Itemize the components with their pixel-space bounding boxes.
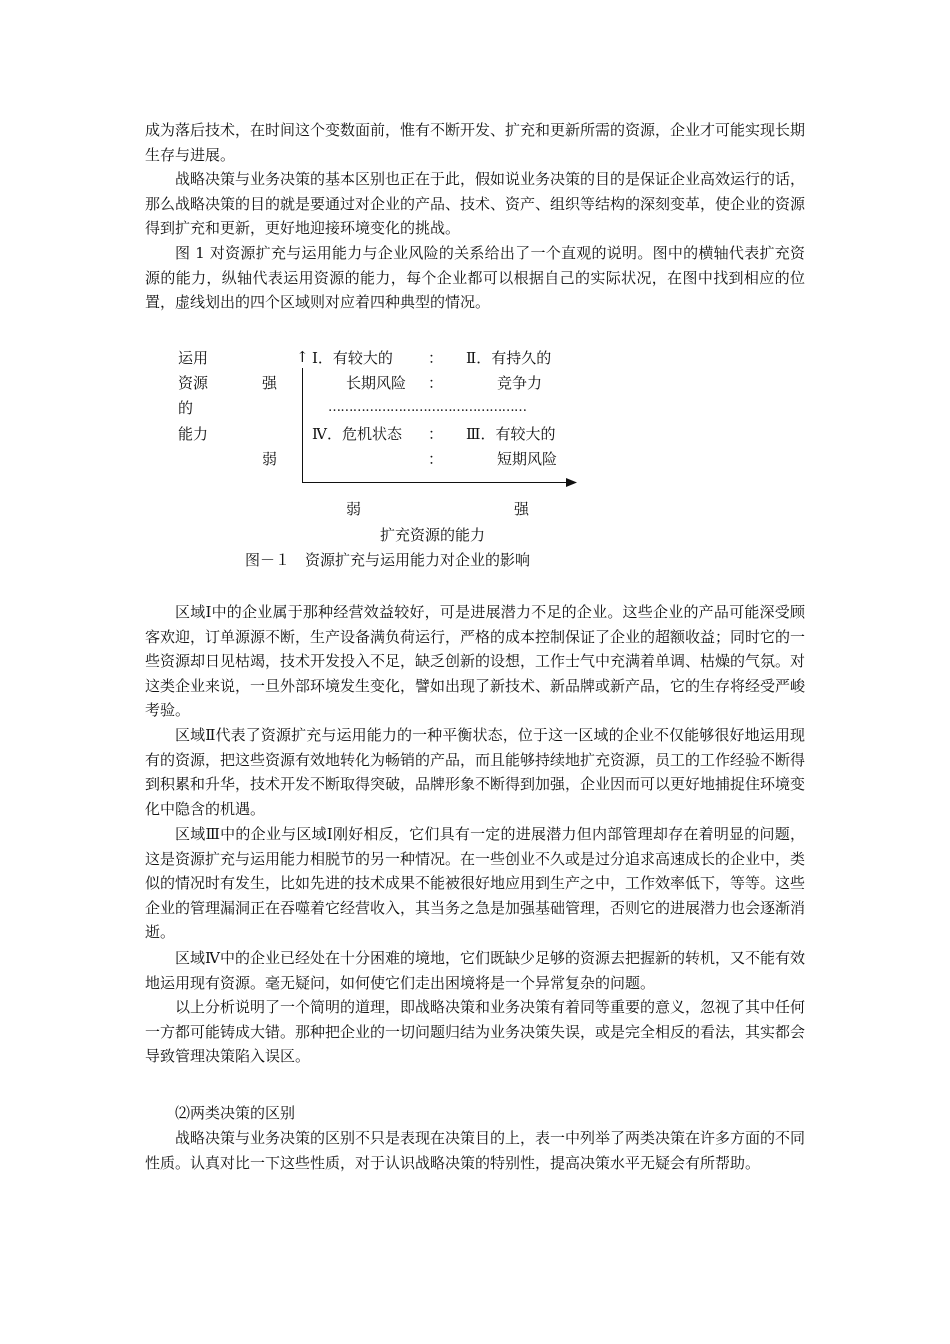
colon-4: ： [428, 450, 444, 468]
x-axis-line [302, 482, 568, 483]
quadrant-2-line-1: Ⅱ．有持久的 [466, 349, 552, 367]
arrow-up-icon: ↑ [296, 348, 309, 366]
y-axis-label-3: 的 [178, 399, 194, 417]
y-axis-label-2: 资源 [178, 374, 209, 392]
paragraph-2: 战略决策与业务决策的基本区别也正在于此，假如说业务决策的目的是保证企业高效运行的话，那么战略决策的目的就是要通过对企业的产品、技术、资产、组织等结构的深刻变革，使企业的资源得到扩充和更新，更好地迎接环境变化的挑战。 [145, 170, 806, 237]
y-axis-label-1: 运用 [178, 349, 209, 367]
quadrant-2-line-2: 竞争力 [497, 374, 543, 392]
paragraph-region-1: 区域Ⅰ中的企业属于那种经营效益较好，可是进展潜力不足的企业。这些企业的产品可能深受顾客欢迎，订单源源不断，生产设备满负荷运行，严格的成本控制保证了企业的超额收益；同时它的一些资源却日见枯竭，技术开发投入不足，缺乏创新的设想，工作士气中充满着单调、枯燥的气氛。对这类企业来说，一旦外部环境发生变化，譬如出现了新技术、新品牌或新产品，它的生存将经受严峻考验。 [145, 603, 806, 719]
colon-3: ： [428, 425, 444, 443]
quadrant-1-line-2: 长期风险 [346, 374, 407, 392]
paragraph-1: 成为落后技术，在时间这个变数面前，惟有不断开发、扩充和更新所需的资源，企业才可能实现长期生存与进展。 [145, 121, 806, 164]
paragraph-region-2: 区域Ⅱ代表了资源扩充与运用能力的一种平衡状态，位于这一区域的企业不仅能够很好地运用现有的资源，把这些资源有效地转化为畅销的产品，而且能够持续地扩充资源，员工的工作经验不断得到积累和升华，技术开发不断取得突破，品牌形象不断得到加强，企业因而可以更好地捕捉住环境变化中隐含的机遇。 [145, 726, 806, 818]
paragraph-3: 图 1 对资源扩充与运用能力与企业风险的关系给出了一个直观的说明。图中的横轴代表扩充资源的能力，纵轴代表运用资源的能力，每个企业都可以根据自己的实际状况，在图中找到相应的位置，虚线划出的四个区域则对应着四种典型的情况。 [145, 244, 805, 311]
paragraph-region-4: 区域Ⅳ中的企业已经处在十分困难的境地，它们既缺少足够的资源去把握新的转机，又不能有效地运用现有资源。毫无疑问，如何使它们走出困境将是一个异常复杂的问题。 [145, 949, 805, 992]
colon-1: ： [428, 349, 444, 367]
quadrant-3-line-1: Ⅲ．有较大的 [466, 425, 556, 443]
paragraph-summary: 以上分析说明了一个简明的道理，即战略决策和业务决策有着同等重要的意义，忽视了其中任何一方都可能铸成大错。那种把企业的一切问题归结为业务决策失误，或是完全相反的看法，其实都会导致管理决策陷入误区。 [145, 998, 806, 1065]
quadrant-3-line-2: 短期风险 [497, 450, 558, 468]
figure-caption: 图－１ 资源扩充与运用能力对企业的影响 [245, 551, 531, 569]
paragraph-region-3: 区域Ⅲ中的企业与区域Ⅰ刚好相反，它们具有一定的进展潜力但内部管理却存在着明显的问题，这是资源扩充与运用能力相脱节的另一种情况。在一些创业不久或是过分追求高速成长的企业中，类似的情况时有发生，比如先进的技术成果不能被很好地应用到生产之中，工作效率低下，等等。这些企业的管理漏洞正在吞噬着它经营收入，其当务之急是加强基础管理，否则它的进展潜力也会逐渐消逝。 [145, 825, 806, 941]
y-axis-line [302, 368, 303, 483]
colon-2: ： [428, 374, 444, 392]
quadrant-4-line-1: Ⅳ．危机状态 [312, 425, 402, 443]
dotted-divider: ………………………………………… [328, 400, 527, 415]
x-weak-label: 弱 [346, 500, 362, 518]
x-strong-label: 强 [514, 500, 530, 518]
y-axis-label-4: 能力 [178, 425, 209, 443]
arrow-right-icon [566, 478, 578, 487]
paragraph-last: 战略决策与业务决策的区别不只是表现在决策目的上，表一中列举了两类决策在许多方面的不同性质。认真对比一下这些性质，对于认识战略决策的特别性，提高决策水平无疑会有所帮助。 [145, 1129, 806, 1172]
section-heading: ⑵两类决策的区别 [175, 1104, 296, 1122]
y-weak-label: 弱 [262, 450, 278, 468]
quadrant-1-line-1: Ⅰ．有较大的 [312, 349, 393, 367]
x-axis-label: 扩充资源的能力 [380, 526, 486, 544]
y-strong-label: 强 [262, 374, 278, 392]
